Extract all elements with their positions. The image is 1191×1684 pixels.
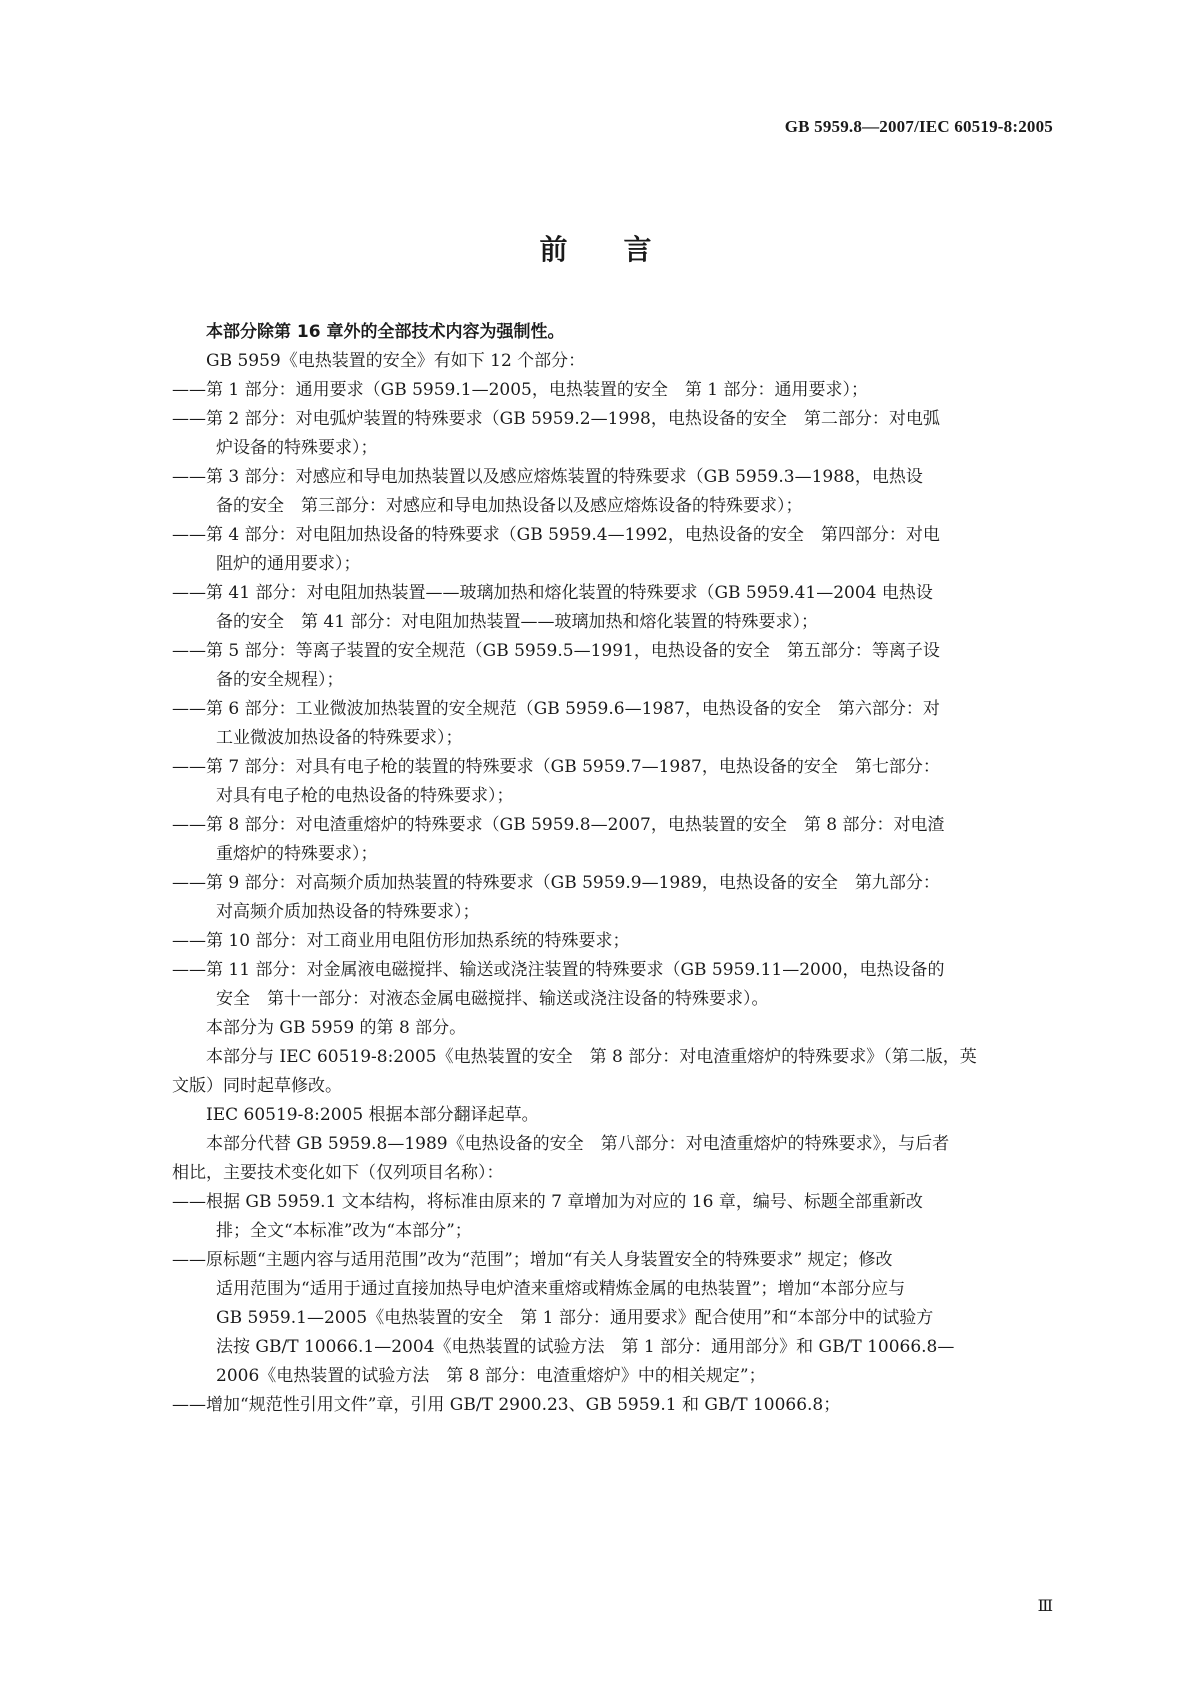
list-item: ——第 3 部分：对感应和导电加热装置以及感应熔炼装置的特殊要求（GB 5959.3—1988，电热设 [172, 467, 923, 487]
paragraph: 本部分与 IEC 60519-8:2005《电热装置的安全 第 8 部分：对电渣重熔炉的特殊要求》（第二版，英 [206, 1047, 977, 1067]
list-item-continuation: GB 5959.1—2005《电热装置的安全 第 1 部分：通用要求》配合使用”和“本部分中的试验方 [216, 1308, 934, 1328]
list-item: ——第 10 部分：对工商业用电阻仿形加热系统的特殊要求； [172, 931, 630, 951]
paragraph-bold: 本部分除第 16 章外的全部技术内容为强制性。 [206, 322, 565, 342]
list-item: ——第 11 部分：对金属液电磁搅拌、输送或浇注装置的特殊要求（GB 5959.11—2000，电热设备的 [172, 960, 945, 980]
list-item-continuation: 工业微波加热设备的特殊要求）； [216, 728, 463, 748]
paragraph-continuation: 文版）同时起草修改。 [172, 1076, 342, 1096]
paragraph: IEC 60519-8:2005 根据本部分翻译起草。 [206, 1105, 539, 1125]
list-item: ——第 5 部分：等离子装置的安全规范（GB 5959.5—1991，电热设备的安全 第五部分：等离子设 [172, 641, 940, 661]
list-item-continuation: 对高频介质加热设备的特殊要求）； [216, 902, 480, 922]
list-item-continuation: 炉设备的特殊要求）； [216, 438, 378, 458]
list-item: ——第 4 部分：对电阻加热设备的特殊要求（GB 5959.4—1992，电热设备的安全 第四部分：对电 [172, 525, 940, 545]
standard-code: GB 5959.8—2007/IEC 60519-8:2005 [784, 117, 1053, 136]
list-item: ——原标题“主题内容与适用范围”改为“范围”；增加“有关人身装置安全的特殊要求” 规定；修改 [172, 1250, 893, 1270]
list-item-continuation: 2006《电热装置的试验方法 第 8 部分：电渣重熔炉》中的相关规定”； [216, 1366, 766, 1386]
list-item: ——根据 GB 5959.1 文本结构，将标准由原来的 7 章增加为对应的 16 章，编号、标题全部重新改 [172, 1192, 923, 1212]
list-item: ——增加“规范性引用文件”章，引用 GB/T 2900.23、GB 5959.1 和 GB/T 10066.8； [172, 1395, 841, 1415]
list-item-continuation: 安全 第十一部分：对液态金属电磁搅拌、输送或浇注设备的特殊要求）。 [216, 989, 769, 1009]
list-item-continuation: 对具有电子枪的电热设备的特殊要求）； [216, 786, 514, 806]
list-item-continuation: 法按 GB/T 10066.1—2004《电热装置的试验方法 第 1 部分：通用部分》和 GB/T 10066.8— [216, 1337, 955, 1357]
list-item-continuation: 适用范围为“适用于通过直接加热导电炉渣来重熔或精炼金属的电热装置”；增加“本部分应与 [216, 1279, 906, 1299]
list-item-continuation: 备的安全 第三部分：对感应和导电加热设备以及感应熔炼设备的特殊要求）； [216, 496, 803, 516]
list-item-continuation: 排；全文“本标准”改为“本部分”； [216, 1221, 472, 1241]
paragraph: 本部分为 GB 5959 的第 8 部分。 [206, 1018, 467, 1038]
list-item-continuation: 备的安全 第 41 部分：对电阻加热装置——玻璃加热和熔化装置的特殊要求）； [216, 612, 818, 632]
list-item-continuation: 重熔炉的特殊要求）； [216, 844, 378, 864]
list-item: ——第 8 部分：对电渣重熔炉的特殊要求（GB 5959.8—2007，电热装置的安全 第 8 部分：对电渣 [172, 815, 945, 835]
list-item: ——第 9 部分：对高频介质加热装置的特殊要求（GB 5959.9—1989，电热设备的安全 第九部分： [172, 873, 940, 893]
paragraph: 本部分代替 GB 5959.8—1989《电热设备的安全 第八部分：对电渣重熔炉的特殊要求》，与后者 [206, 1134, 950, 1154]
page-title: 前 言 [539, 233, 652, 266]
paragraph-continuation: 相比，主要技术变化如下（仅列项目名称）： [172, 1163, 504, 1183]
list-item: ——第 41 部分：对电阻加热装置——玻璃加热和熔化装置的特殊要求（GB 5959.41—2004 电热设 [172, 583, 933, 603]
foreword-body [172, 318, 1052, 1420]
list-item: ——第 6 部分：工业微波加热装置的安全规范（GB 5959.6—1987，电热设备的安全 第六部分：对 [172, 699, 940, 719]
list-item: ——第 7 部分：对具有电子枪的装置的特殊要求（GB 5959.7—1987，电热设备的安全 第七部分： [172, 757, 940, 777]
page-number: Ⅲ [1037, 1598, 1053, 1615]
list-item: ——第 1 部分：通用要求（GB 5959.1—2005，电热装置的安全 第 1 部分：通用要求）； [172, 380, 868, 400]
paragraph: GB 5959《电热装置的安全》有如下 12 个部分： [206, 351, 586, 371]
list-item-continuation: 备的安全规程）； [216, 670, 344, 690]
list-item: ——第 2 部分：对电弧炉装置的特殊要求（GB 5959.2—1998，电热设备的安全 第二部分：对电弧 [172, 409, 940, 429]
list-item-continuation: 阻炉的通用要求）； [216, 554, 361, 574]
